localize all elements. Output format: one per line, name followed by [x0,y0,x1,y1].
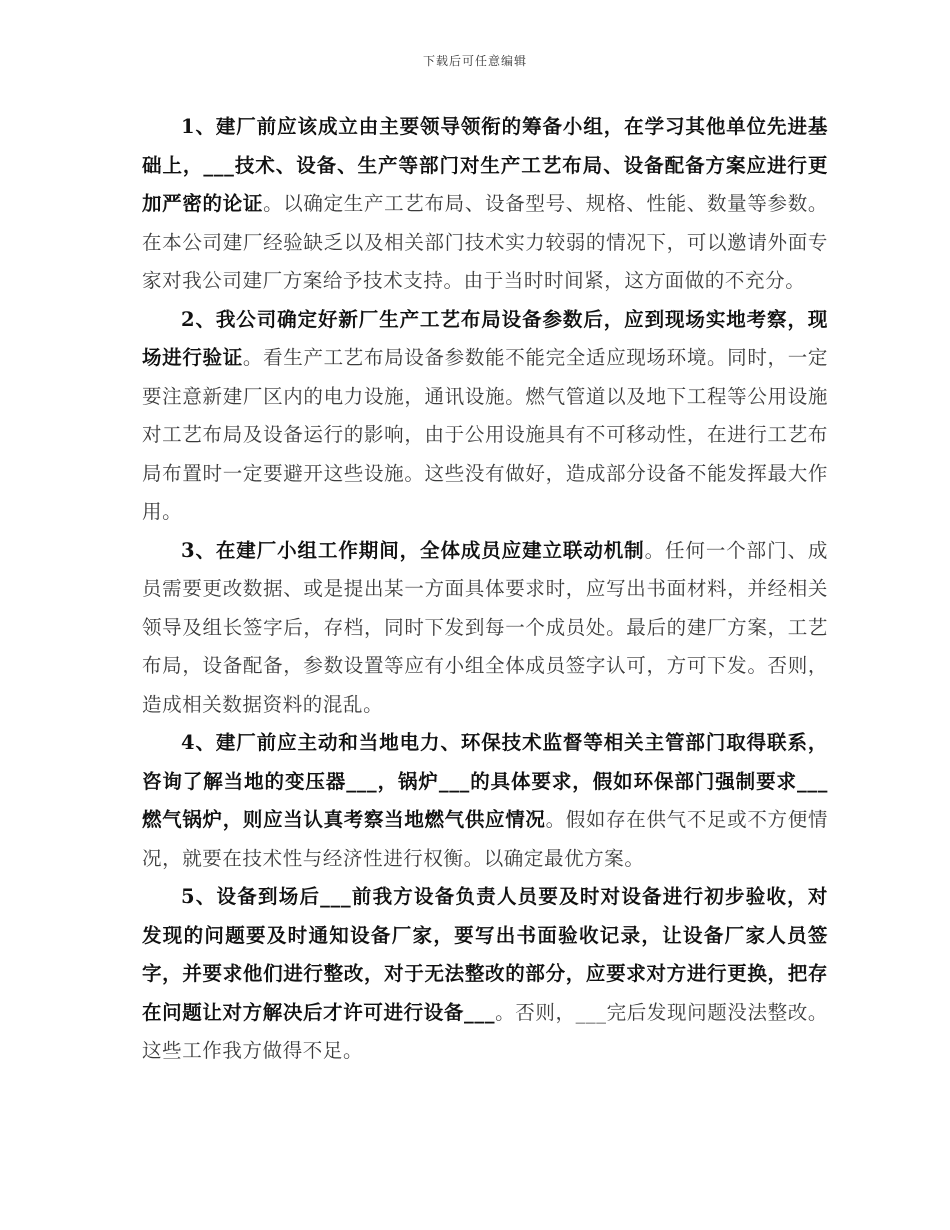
paragraph-2-bold: 2、我公司确定好新厂生产工艺布局设备参数后，应到现场实地考察，现场进行验证 [142,307,828,369]
paragraph-4 [142,724,828,878]
paragraph-1-plain: 。以确定生产工艺布局、设备型号、规格、性能、数量等参数。在本公司建厂经验缺乏以及相关部门技术实力较弱的情况下，可以邀请外面专家对我公司建厂方案给予技术支持。由于当时时间紧，这方面做的不充分。 [142,192,828,292]
document-body [142,108,828,1071]
paragraph-3-bold: 3、在建厂小组工作期间，全体成员应建立联动机制 [181,538,645,562]
paragraph-1 [142,108,828,301]
paragraph-4-bold: 4、建厂前应主动和当地电力、环保技术监督等相关主管部门取得联系，咨询了解当地的变压器___，锅炉___的具体要求，假如环保部门强制要求___燃气锅炉，则应当认真考察当地燃气供应情况 [142,731,828,831]
paragraph-5-bold: 5、设备到场后___前我方设备负责人员要及时对设备进行初步验收，对发现的问题要及时通知设备厂家，要写出书面验收记录，让设备厂家人员签字，并要求他们进行整改，对于无法整改的部分，应要求对方进行更换，把存在问题让对方解决后才许可进行设备___ [142,885,828,1024]
paragraph-3 [142,532,828,725]
paragraph-3-plain: 。任何一个部门、成员需要更改数据、或是提出某一方面具体要求时，应写出书面材料，并经相关领导及组长签字后，存档，同时下发到每一个成员处。最后的建厂方案，工艺布局，设备配备，参数设置等应有小组全体成员签字认可，方可下发。否则，造成相关数据资料的混乱。 [142,538,829,716]
paragraph-4-plain: 。假如存在供气不足或不方便情况，就要在技术性与经济性进行权衡。以确定最优方案。 [142,808,828,870]
paragraph-5 [142,878,828,1071]
page-header: 下载后可任意编辑 [422,54,527,68]
paragraph-2 [142,301,828,532]
paragraph-2-plain: 。看生产工艺布局设备参数能不能完全适应现场环境。同时，一定要注意新建厂区内的电力设施，通讯设施。燃气管道以及地下工程等公用设施对工艺布局及设备运行的影响，由于公用设施具有不可移动性，在进行工艺布局布置时一定要避开这些设施。这些没有做好，造成部分设备不能发挥最大作用。 [142,346,828,523]
paragraph-1-bold: 1、建厂前应该成立由主要领导领衔的筹备小组，在学习其他单位先进基础上，___技术、设备、生产等部门对生产工艺布局、设备配备方案应进行更加严密的论证 [142,115,828,215]
paragraph-5-plain: 。否则，___完后发现问题没法整改。这些工作我方做得不足。 [142,1000,828,1062]
